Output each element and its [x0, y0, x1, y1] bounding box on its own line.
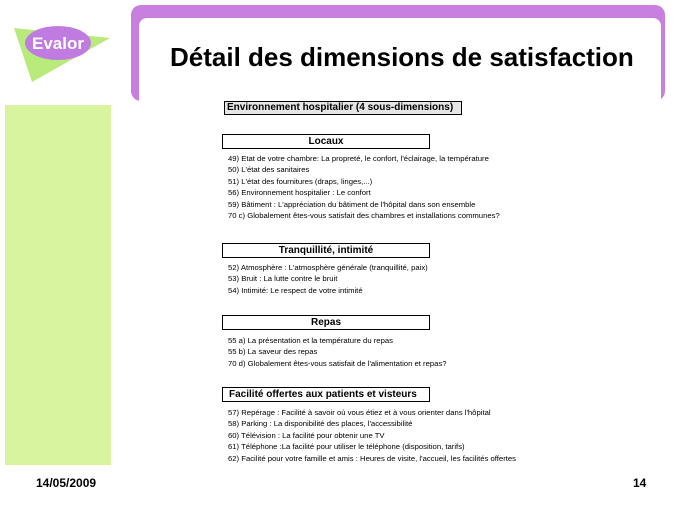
- list-item: 62) Facilité pour votre famille et amis : Heures de visite, l'accueil, les facilités offertes: [228, 453, 517, 463]
- section-list-facilite: [228, 407, 558, 464]
- list-item: 59) Bâtiment : L'appréciation du bâtiment de l'hôpital dans son ensemble: [228, 199, 476, 209]
- section-list-repas: [228, 335, 558, 369]
- list-item: 50) L'état des sanitaires: [228, 165, 310, 175]
- list-item: 53) Bruit : La lutte contre le bruit: [228, 274, 338, 284]
- evalor-logo: [10, 14, 112, 84]
- section-heading-tranquillite: Tranquillité, intimité: [222, 243, 430, 258]
- page-title: Détail des dimensions de satisfaction: [170, 42, 634, 72]
- section-heading-facilite: Facilité offertes aux patients et visteurs: [222, 387, 430, 402]
- section-list-locaux: [228, 153, 558, 221]
- list-item: 61) Téléphone :La facilité pour utiliser le téléphone (disposition, tarifs): [228, 442, 465, 452]
- section-heading-locaux: Locaux: [222, 134, 430, 149]
- list-item: 57) Repérage : Facilité à savoir où vous étiez et à vous orienter dans l'hôpital: [228, 408, 491, 417]
- list-item: 54) Intimité: Le respect de votre intimité: [228, 285, 363, 295]
- logo-text: Evalor: [32, 34, 84, 53]
- page-number: 14: [633, 476, 647, 490]
- list-item: 49) Etat de votre chambre: La propreté, le confort, l'éclairage, la température: [228, 154, 489, 163]
- footer-date: 14/05/2009: [36, 476, 97, 490]
- list-item: 60) Télévision : La facilité pour obtenir une TV: [228, 430, 385, 440]
- main-heading-box: Environnement hospitalier (4 sous-dimensions): [224, 101, 462, 115]
- list-item: 55 b) La saveur des repas: [228, 347, 318, 357]
- list-item: 56) Environnement hospitalier : Le confort: [228, 188, 371, 198]
- list-item: 70 c) Globalement êtes-vous satisfait des chambres et installations communes?: [228, 211, 500, 221]
- list-item: 55 a) La présentation et la température du repas: [228, 336, 393, 345]
- list-item: 52) Atmosphère : L'atmosphère générale (tranquillité, paix): [228, 263, 428, 272]
- list-item: 58) Parking : La disponibilité des places, l'accessibilité: [228, 419, 413, 429]
- section-list-tranquillite: [228, 262, 558, 296]
- list-item: 70 d) Globalement êtes-vous satisfait de l'alimentation et repas?: [228, 358, 447, 368]
- green-side-bar: [5, 105, 111, 465]
- list-item: 51) L'état des fournitures (draps, linges,...): [228, 176, 373, 186]
- section-heading-repas: Repas: [222, 315, 430, 330]
